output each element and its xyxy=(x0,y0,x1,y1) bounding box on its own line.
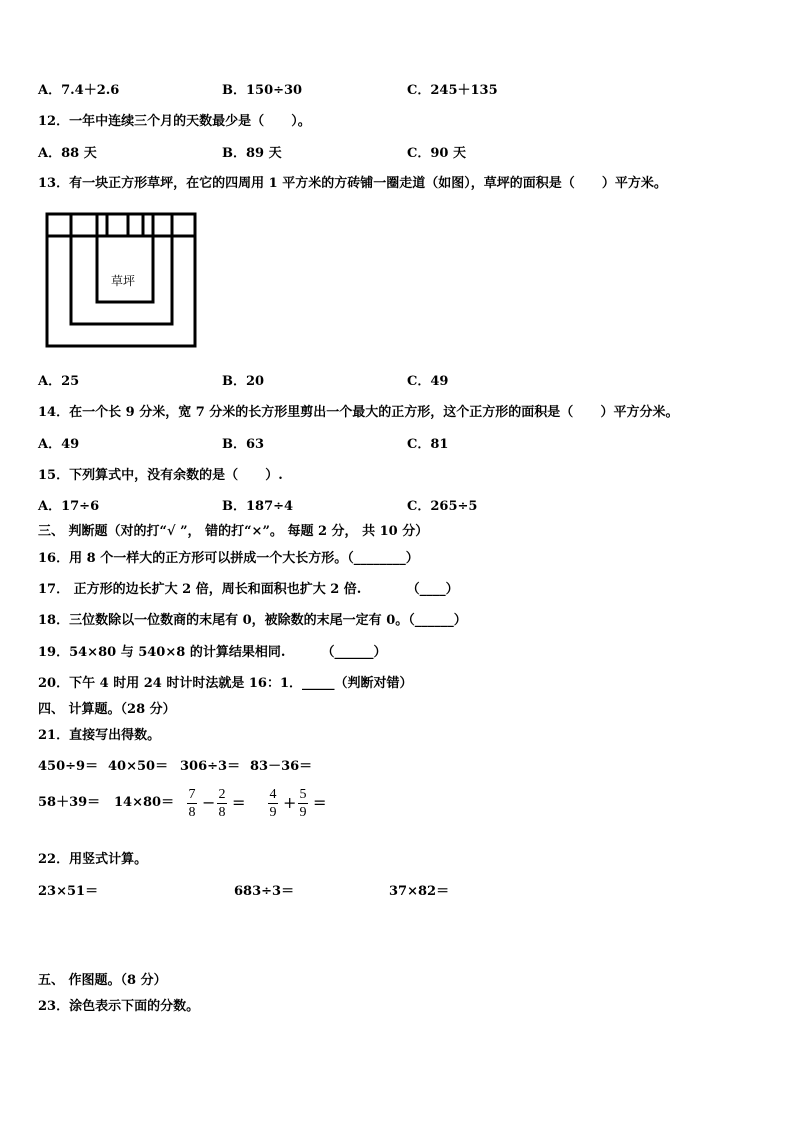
q22-item: 683÷3＝ xyxy=(234,884,295,899)
q17-text: 17． 正方形的边长扩大 2 倍，周长和面积也扩大 2 倍. （____） xyxy=(38,582,459,597)
q21-item: 14×80＝ xyxy=(114,795,175,810)
q14-text: 14．在一个长 9 分米，宽 7 分米的长方形里剪出一个最大的正方形，这个正方形的面积是（ ）平方分米。 xyxy=(38,405,679,420)
q14-option-c: C．81 xyxy=(407,437,449,452)
q15-option-a: A．17÷6 xyxy=(38,499,100,514)
fraction-denominator: 9 xyxy=(269,805,277,820)
q12-option-c: C．90 天 xyxy=(407,146,466,161)
q21-item: 450÷9＝ xyxy=(38,759,99,774)
q13-text: 13．有一块正方形草坪，在它的四周用 1 平方米的方砖铺一圈走道（如图），草坪的面积是（ ）平方米。 xyxy=(38,176,667,191)
q11-option-c: C．245＋135 xyxy=(407,83,498,98)
fraction-numerator: 2 xyxy=(218,787,226,802)
q14-option-b: B．63 xyxy=(222,437,265,452)
fraction-numerator: 4 xyxy=(269,787,277,802)
q11-option-a: A．7.4＋2.6 xyxy=(38,83,120,98)
q21-item: 58＋39＝ xyxy=(38,795,101,810)
section-5-heading: 五、 作图题。（8 分） xyxy=(38,973,167,988)
section-4-heading: 四、 计算题。（28 分） xyxy=(38,702,176,717)
q21-text: 21．直接写出得数。 xyxy=(38,728,161,743)
q23-text: 23．涂色表示下面的分数。 xyxy=(38,999,200,1014)
q15-option-b: B．187÷4 xyxy=(222,499,294,514)
fraction xyxy=(186,786,198,821)
fraction xyxy=(297,786,309,821)
q15-option-c: C．265÷5 xyxy=(407,499,478,514)
q18-text: 18．三位数除以一位数商的末尾有 0，被除数的末尾一定有 0。（______） xyxy=(38,613,467,628)
q13-option-c: C．49 xyxy=(407,374,449,389)
q16-text: 16．用 8 个一样大的正方形可以拼成一个大长方形。（________） xyxy=(38,551,419,566)
q21-item: 83－36＝ xyxy=(250,759,313,774)
lawn-label: 草坪 xyxy=(111,274,136,288)
q22-text: 22．用竖式计算。 xyxy=(38,852,148,867)
q12-option-b: B．89 天 xyxy=(222,146,282,161)
q13-option-a: A．25 xyxy=(38,374,80,389)
q12-option-a: A．88 天 xyxy=(38,146,97,161)
q13-option-b: B．20 xyxy=(222,374,265,389)
fraction-numerator: 7 xyxy=(188,787,196,802)
plus-sign: + xyxy=(283,793,297,812)
q14-option-a: A．49 xyxy=(38,437,80,452)
equals-sign: = xyxy=(313,793,327,812)
q15-text: 15．下列算式中，没有余数的是（ ）. xyxy=(38,468,283,483)
minus-sign: − xyxy=(202,793,216,812)
fraction-numerator: 5 xyxy=(299,787,307,802)
lawn-figure xyxy=(45,212,199,349)
equals-sign: = xyxy=(232,793,246,812)
q21-item: 40×50＝ xyxy=(108,759,169,774)
section-3-heading: 三、 判断题（对的打“√ ”， 错的打“×”。 每题 2 分， 共 10 分） xyxy=(38,524,429,539)
q21-item: 306÷3＝ xyxy=(180,759,241,774)
q22-item: 37×82＝ xyxy=(389,884,450,899)
q22-item: 23×51＝ xyxy=(38,884,99,899)
q20-text: 20．下午 4 时用 24 时计时法就是 16：1．_____（判断对错） xyxy=(38,676,413,691)
fraction xyxy=(267,786,279,821)
fraction-denominator: 9 xyxy=(299,805,307,820)
q19-text: 19．54×80 与 540×8 的计算结果相同. （______） xyxy=(38,645,387,660)
q11-option-b: B．150÷30 xyxy=(222,83,303,98)
q12-text: 12．一年中连续三个月的天数最少是（ ）。 xyxy=(38,114,311,129)
fraction-denominator: 8 xyxy=(218,805,226,820)
fraction-denominator: 8 xyxy=(188,805,196,820)
fraction xyxy=(216,786,228,821)
